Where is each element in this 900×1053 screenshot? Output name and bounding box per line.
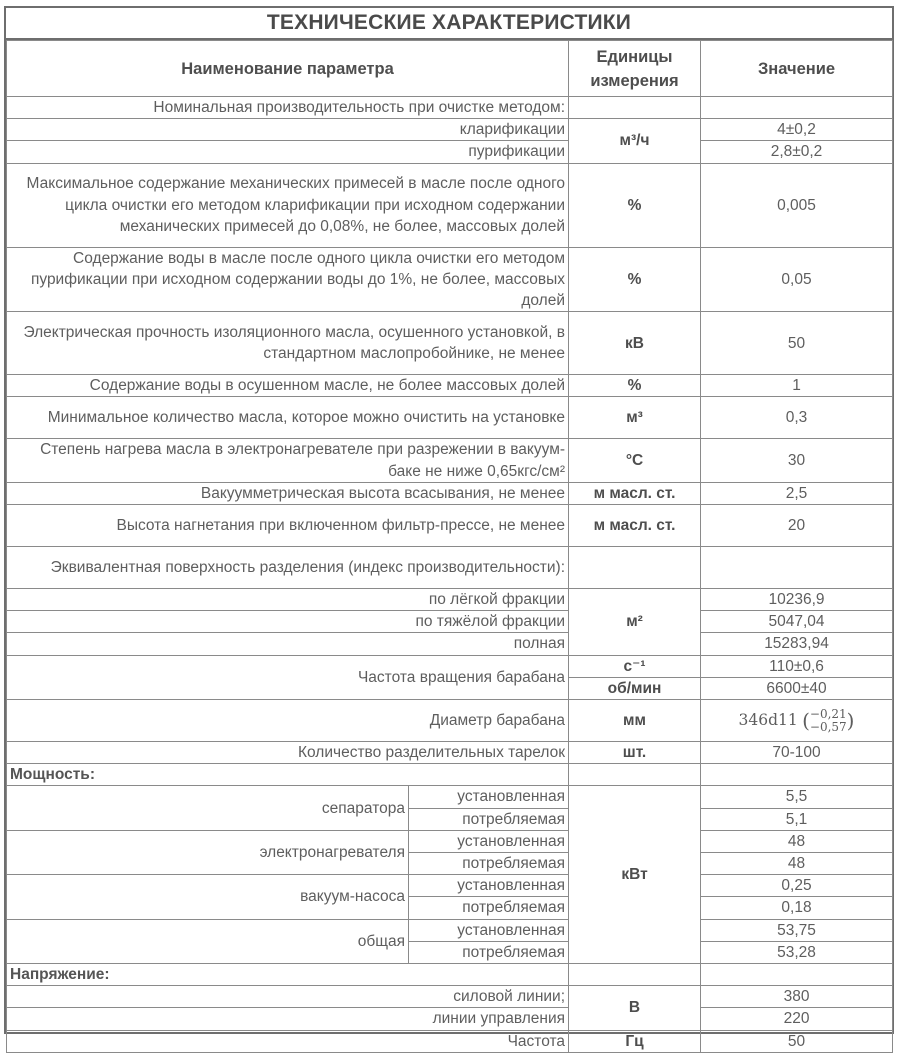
page-title: ТЕХНИЧЕСКИЕ ХАРАКТЕРИСТИКИ — [6, 8, 892, 40]
value-cell: 48 — [701, 830, 893, 852]
value-cell: 50 — [701, 312, 893, 375]
diameter-tolerance: −0,21 −0,57 — [809, 706, 847, 734]
param-label: потребляемая — [409, 808, 569, 830]
table-row — [7, 1030, 893, 1052]
param-label: Содержание воды в масле после одного цикла очистки его методом пурификации при исходном содержании воды до 1%, не более, массовых долей — [7, 247, 569, 312]
unit-cell: кВ — [569, 312, 701, 375]
table-row — [7, 375, 893, 397]
spec-table — [6, 40, 893, 1053]
section-title: Мощность: — [7, 764, 569, 786]
value-cell: 0,3 — [701, 397, 893, 439]
value-cell: 15283,94 — [701, 633, 893, 655]
param-label: Эквивалентная поверхность разделения (индекс производительности): — [7, 547, 569, 589]
table-row — [7, 764, 893, 786]
value-cell: 48 — [701, 853, 893, 875]
group-label: сепаратора — [7, 786, 409, 830]
table-row — [7, 655, 893, 677]
header-parameter: Наименование параметра — [7, 41, 569, 97]
table-row — [7, 397, 893, 439]
header-value: Значение — [701, 41, 893, 97]
unit-cell: % — [569, 375, 701, 397]
param-label: Диаметр барабана — [7, 700, 569, 742]
value-cell: 70-100 — [701, 742, 893, 764]
param-label: Частота — [7, 1030, 569, 1052]
param-label: линии управления — [7, 1008, 569, 1030]
value-cell: 1 — [701, 375, 893, 397]
value-cell: 30 — [701, 439, 893, 482]
table-row — [7, 919, 893, 941]
group-label: вакуум-насоса — [7, 875, 409, 919]
value-cell: 0,25 — [701, 875, 893, 897]
param-label: Высота нагнетания при включенном фильтр-прессе, не менее — [7, 505, 569, 547]
param-label: установленная — [409, 830, 569, 852]
param-label: кларификации — [7, 119, 569, 141]
param-label: Электрическая прочность изоляционного масла, осушенного установкой, в стандартном маслопробойнике, не менее — [7, 312, 569, 375]
table-row — [7, 97, 893, 119]
table-row — [7, 589, 893, 611]
unit-cell: м³ — [569, 397, 701, 439]
param-label: полная — [7, 633, 569, 655]
unit-cell: с⁻¹ — [569, 655, 701, 677]
table-row — [7, 830, 893, 852]
param-label: потребляемая — [409, 853, 569, 875]
value-cell: 110±0,6 — [701, 655, 893, 677]
value-cell: 50 — [701, 1030, 893, 1052]
diameter-base: 346d11 — [738, 710, 798, 729]
param-label: Содержание воды в осушенном масле, не более массовых долей — [7, 375, 569, 397]
header-unit: Единицы измерения — [569, 41, 701, 97]
table-row — [7, 633, 893, 655]
group-label: общая — [7, 919, 409, 963]
table-header-row — [7, 41, 893, 97]
table-row — [7, 439, 893, 482]
param-label: силовой линии; — [7, 986, 569, 1008]
value-cell: 0,05 — [701, 247, 893, 312]
table-row — [7, 611, 893, 633]
table-row — [7, 700, 893, 742]
param-label: пурификации — [7, 141, 569, 163]
table-row — [7, 141, 893, 163]
param-label: Частота вращения барабана — [7, 655, 569, 699]
unit-cell: м масл. ст. — [569, 482, 701, 504]
value-cell: 2,8±0,2 — [701, 141, 893, 163]
value-cell: 5,5 — [701, 786, 893, 808]
table-row — [7, 964, 893, 986]
unit-cell: °С — [569, 439, 701, 482]
param-label: Количество разделительных тарелок — [7, 742, 569, 764]
table-row — [7, 1008, 893, 1030]
table-row — [7, 742, 893, 764]
unit-cell: Гц — [569, 1030, 701, 1052]
unit-cell: м² — [569, 589, 701, 656]
section-title: Напряжение: — [7, 964, 569, 986]
param-label: Степень нагрева масла в электронагревателе при разрежении в вакуум-баке не ниже 0,65кгс/см² — [7, 439, 569, 482]
unit-cell: м масл. ст. — [569, 505, 701, 547]
value-cell: 20 — [701, 505, 893, 547]
group-label: электронагревателя — [7, 830, 409, 874]
param-label: потребляемая — [409, 897, 569, 919]
table-row — [7, 875, 893, 897]
value-cell: 5,1 — [701, 808, 893, 830]
value-cell: 4±0,2 — [701, 119, 893, 141]
value-cell: 0,005 — [701, 163, 893, 247]
table-row — [7, 119, 893, 141]
value-cell: 5047,04 — [701, 611, 893, 633]
unit-cell: шт. — [569, 742, 701, 764]
param-label: установленная — [409, 875, 569, 897]
value-cell: 346d11 ( −0,21 −0,57 ) — [701, 700, 893, 742]
table-row — [7, 986, 893, 1008]
param-label: Вакуумметрическая высота всасывания, не менее — [7, 482, 569, 504]
unit-cell: кВт — [569, 786, 701, 964]
table-row — [7, 786, 893, 808]
param-label: Максимальное содержание механических примесей в масле после одного цикла очистки его методом кларификации при исходном содержании механических примесей до 0,08%, не более, массовых долей — [7, 163, 569, 247]
param-label: установленная — [409, 919, 569, 941]
unit-cell: В — [569, 986, 701, 1030]
table-row — [7, 163, 893, 247]
param-label: по тяжёлой фракции — [7, 611, 569, 633]
table-row — [7, 482, 893, 504]
unit-cell: % — [569, 247, 701, 312]
param-label: установленная — [409, 786, 569, 808]
value-cell: 0,18 — [701, 897, 893, 919]
unit-cell: % — [569, 163, 701, 247]
unit-cell: м³/ч — [569, 119, 701, 163]
value-cell: 380 — [701, 986, 893, 1008]
table-row — [7, 547, 893, 589]
table-row — [7, 312, 893, 375]
param-label: Номинальная производительность при очистке методом: — [7, 97, 569, 119]
param-label: Минимальное количество масла, которое можно очистить на установке — [7, 397, 569, 439]
value-cell: 53,28 — [701, 941, 893, 963]
value-cell: 53,75 — [701, 919, 893, 941]
value-cell: 6600±40 — [701, 677, 893, 699]
unit-cell: об/мин — [569, 677, 701, 699]
param-label: потребляемая — [409, 941, 569, 963]
value-cell: 220 — [701, 1008, 893, 1030]
value-cell: 2,5 — [701, 482, 893, 504]
spec-sheet — [4, 6, 894, 1050]
value-cell: 10236,9 — [701, 589, 893, 611]
table-row — [7, 505, 893, 547]
param-label: по лёгкой фракции — [7, 589, 569, 611]
unit-cell: мм — [569, 700, 701, 742]
table-row — [7, 247, 893, 312]
